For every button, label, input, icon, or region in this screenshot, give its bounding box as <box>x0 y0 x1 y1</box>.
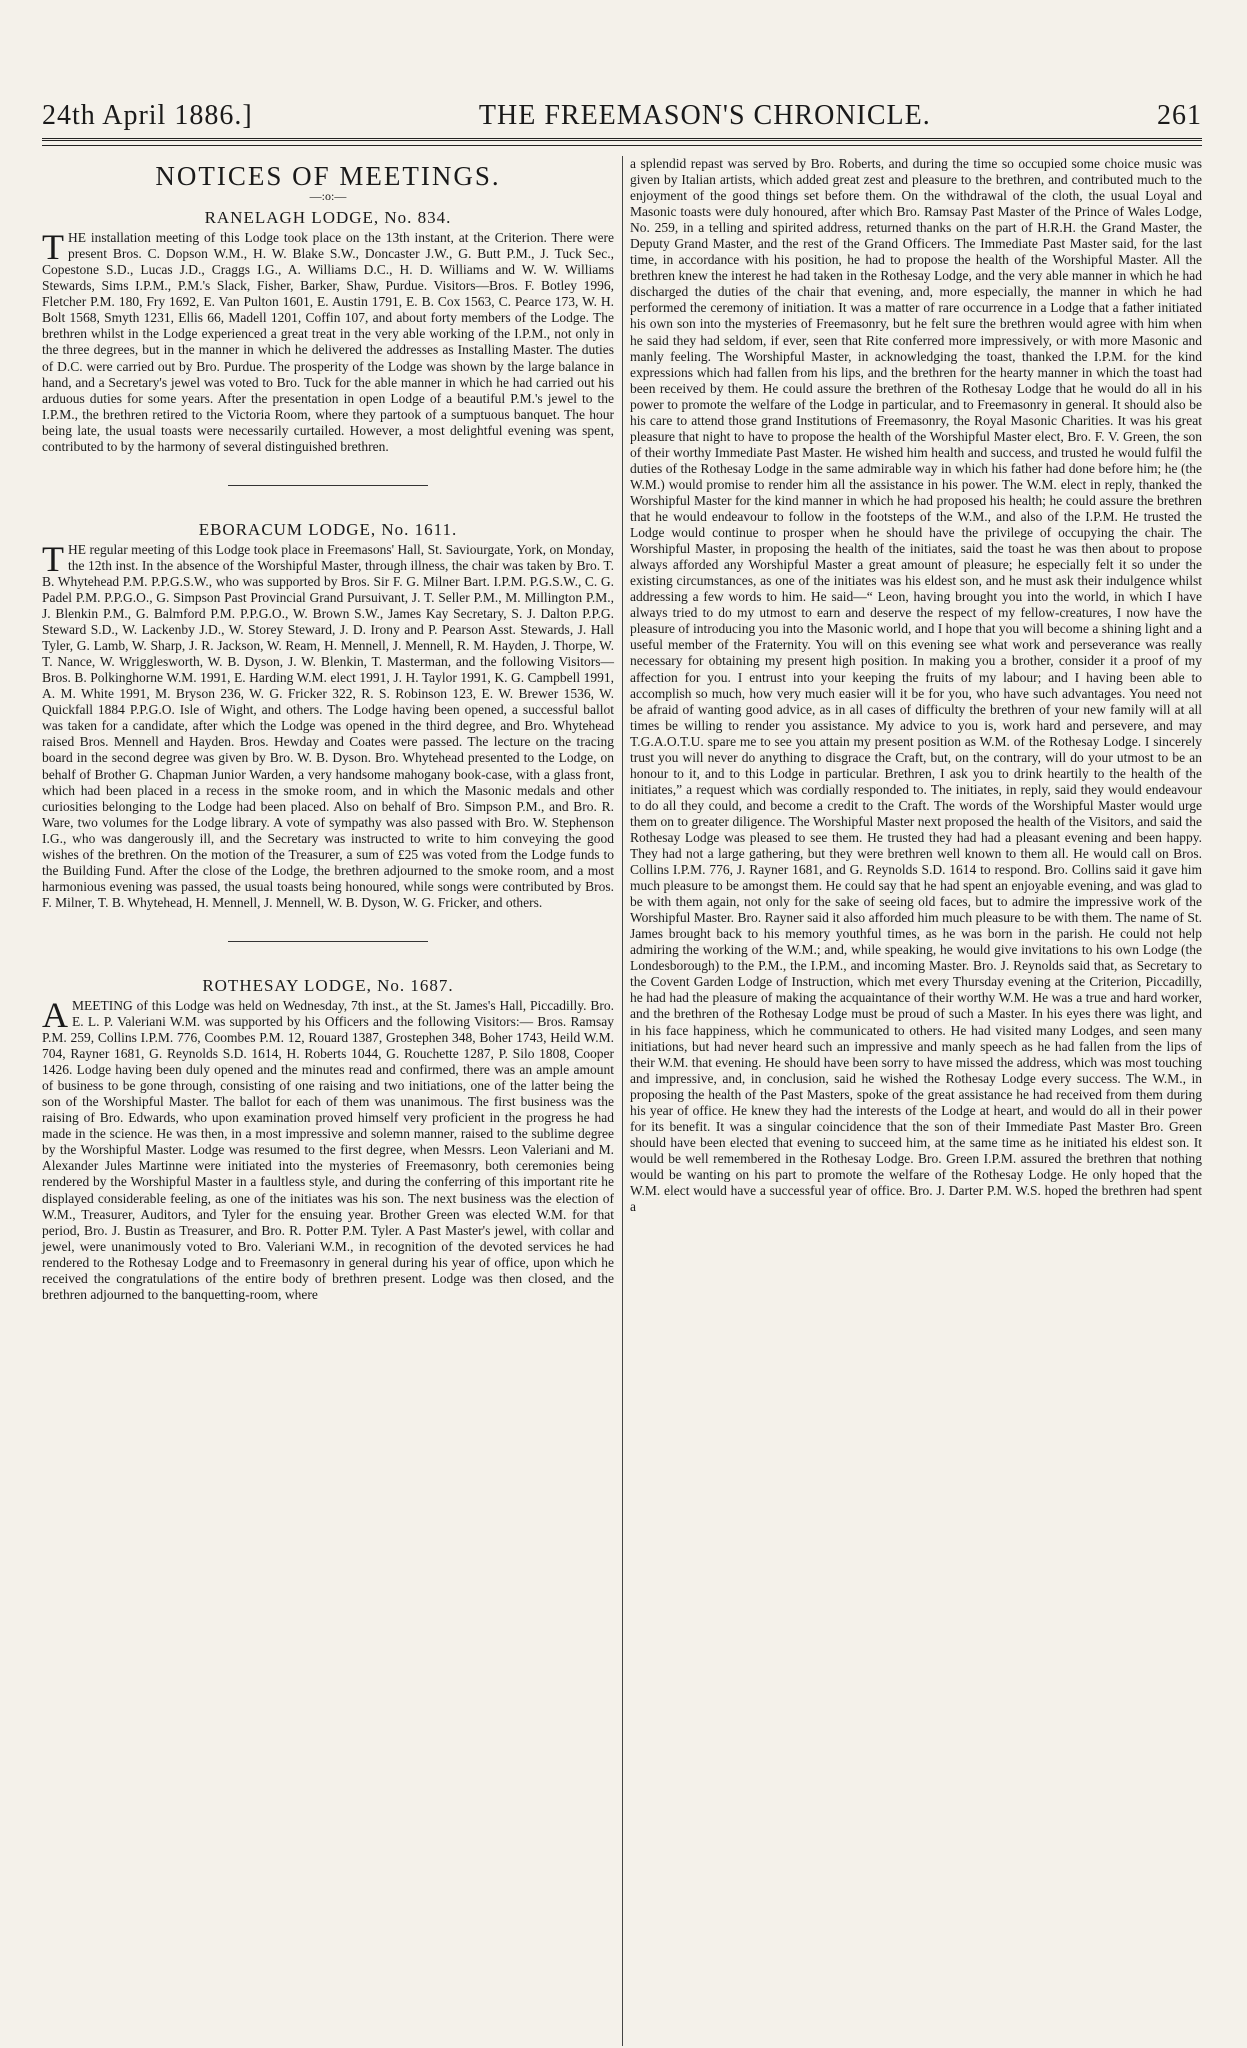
rothesay-text: MEETING of this Lodge was held on Wednesday, 7th inst., at the St. James's Hall, Piccadilly. Bro. E. L. P. Valeriani W.M. was supported by his Officers and the following Visitors:— Bros. Ramsay P.M. 259, Collins I.P.M. 776, Coombes P.M. 12, Rouard 1387, Grostephen 348, Boher 1743, Heild W.M. 704, Rayner 1681, G. Reynolds S.D. 1614, H. Roberts 1044, G. Rouchette 1287, P. Silo 1808, Cooper 1426. Lodge having been duly opened and the minutes read and confirmed, there was an ample amount of business to be gone through, consisting of one raising and two initiations, one of the latter being the son of the Worshipful Master. The ballot for each of them was unanimous. The first business was the raising of Bro. Edwards, who upon examination proved himself very proficient in the progress he had made in the science. He was then, in a most impressive and solemn manner, raised to the sublime degree by the Worshipful Master. Lodge was resumed to the first degree, when Messrs. Leon Valeriani and M. Alexander Jules Martinne were initiated into the mysteries of Freemasonry, both ceremonies being rendered by the Worshipful Master in a faultless style, and during the conferring of this important rite he displayed considerable feeling, as one of the initiates was his son. The next business was the election of W.M., Treasurer, Auditors, and Tyler for the ensuing year. Brother Green was elected W.M. for that period, Bro. J. Bustin as Treasurer, and Bro. R. Potter P.M. Tyler. A Past Master's jewel, with collar and jewel, were unanimously voted to Bro. Valeriani W.M., in recognition of the devoted services he had rendered to the Rothesay Lodge and to Freemasonry in general during his year of office, upon which he received the congratulations of the entire body of brethren present. Lodge was then closed, and the brethren adjourned to the banquetting-room, where <box>42 997 614 1302</box>
eboracum-heading: EBORACUM LODGE, No. 1611. <box>198 519 458 539</box>
rothesay-article <box>42 994 614 1303</box>
issue-date: 24th April 1886.] <box>42 100 253 131</box>
rothesay-heading: ROTHESAY LODGE, No. 1687. <box>202 975 454 995</box>
ranelagh-text: HE installation meeting of this Lodge took place on the 13th instant, at the Criterion. There were present Bros. C. Dopson W.M., H. W. Blake S.W., Doncaster J.W., G. Butt P.M., J. Tuck Sec., Copestone S.D., Lucas J.D., Craggs I.G., A. Williams D.C., H. D. Williams and W. W. Williams Stewards, Sims I.P.M., P.M.'s Slack, Fisher, Barker, Shaw, Purdue. Visitors—Bros. F. Botley 1996, Fletcher P.M. 180, Fry 1692, E. Van Pulton 1601, E. Austin 1791, E. B. Cox 1563, C. Pearce 173, W. H. Bolt 1568, Smyth 1231, Ellis 66, Madell 1201, Coffin 107, and about forty members of the Lodge. The brethren whilst in the Lodge experienced a great treat in the very able working of the I.P.M., not only in the three degrees, but in the manner in which he delivered the addresses as Installing Master. The duties of D.C. were carried out by Bro. Purdue. The prosperity of the Lodge was shown by the large balance in hand, and a Secretary's jewel was voted to Bro. Tuck for the able manner in which he had carried out his arduous duties for some years. After the presentation in open Lodge of a beautiful P.M.'s jewel to the I.P.M., the brethren retired to the Victoria Room, where they partook of a sumptuous banquet. The hour being late, the usual toasts were necessarily curtailed. However, a most delightful evening was spent, contributed to by the harmony of several distinguished brethren. <box>42 230 614 454</box>
rothesay-continued-text: a splendid repast was served by Bro. Roberts, and during the time so occupied some choice music was given by Italian artists, which added great zest and pleasure to the brethren, and contributed much to the enjoyment of the good things set before them. On the withdrawal of the cloth, the usual Loyal and Masonic toasts were duly honoured, after which Bro. Ramsay Past Master of the Prince of Wales Lodge, No. 259, in a telling and spirited address, returned thanks on the part of H.R.H. the Grand Master, the Deputy Grand Master, and the rest of the Grand Officers. The Immediate Past Master said, for the last time, in accordance with his position, he had to propose the health of the Worshipful Master. All the brethren knew the interest he had taken in the Rothesay Lodge, and the very able manner in which he had discharged the duties of the chair that evening, and, more especially, the manner in which he had performed the ceremony of initiation. It was a matter of rare occurrence in a Lodge that a father initiated his own son into the mysteries of Freemasonry, but he felt sure the brethren would agree with him when he said they had seldom, if ever, seen that Rite conferred more impressively, or with more Masonic and manly feeling. The Worshipful Master, in acknowledging the toast, thanked the I.P.M. for the kind expressions which had fallen from his lips, and the brethren for the hearty manner in which the toast had been received by them. He could assure the brethren of the Rothesay Lodge that he would do all in his power to promote the welfare of the Lodge in particular, and to Freemasonry in general. It should also be his care to attend those grand Institutions of Freemasonry, the Royal Masonic Charities. It was his great pleasure that night to have to propose the health of the Worshipful Master elect, Bro. F. V. Green, the son of their worthy Immediate Past Master. He wished him health and success, and trusted he would fulfil the duties of the Rothesay Lodge in the same admirable way in which his father had done before him; he (the W.M.) would promise to render him all the assistance in his power. The W.M. elect in reply, thanked the Worshipful Master for the kind manner in which he had proposed his health; he could assure the brethren that he would endeavour to follow in the footsteps of the W.M., and also of the I.P.M. He trusted the Lodge would continue to prosper when he should have the privilege of occupying the chair. The Worshipful Master, in proposing the health of the initiates, said the toast he was then about to propose always afforded any Worshipful Master a great amount of pleasure; he especially felt it so under the existing circumstances, as one of the initiates was his eldest son, and he must ask their indulgence whilst addressing a few words to him. He said—“ Leon, having brought you into the world, in which I have always tried to do my utmost to earn and deserve the respect of my fellow-creatures, I now have the pleasure of introducing you into the Masonic world, and I hope that you will become a shining light and a useful member of the Fraternity. You will on this evening see what work and perseverance was really necessary for obtaining my present high position. In making you a brother, consider it a proof of my affection for you. I entrust into your keeping the fruits of my labour; and I having been able to accomplish so much, how very much easier will it be for you, who have such advantages. You need not be afraid of wanting good advice, as in all cases of difficulty the brethren of your new family will at all times be willing to render you assistance. My advice to you is, work hard and persevere, and may T.G.A.O.T.U. spare me to see you attain my present position as W.M. of the Rothesay Lodge. I sincerely trust you will never do anything to disgrace the Craft, but, on the contrary, will do your utmost to be an honour to it, and to this Lodge in particular. Brethren, I ask you to drink heartily to the health of the initiates,” a request which was cordially responded to. The initiates, in reply, said they would endeavour to do all they could, and become a credit to the Craft. The words of the Worshipful Master would urge them on to greater diligence. The Worshipful Master next proposed the health of the Visitors, and said the Rothesay Lodge was pleased to see them. He trusted they had had a pleasant evening and been happy. They had not a large gathering, but they were brethren well known to them all. He would call on Bros. Collins I.P.M. 776, J. Rayner 1681, and G. Reynolds S.D. 1614 to respond. Bro. Collins said it gave him much pleasure to be amongst them. He could say that he had spent an enjoyable evening, and was glad to be with them again, not only for the sake of seeing old faces, but to admire the impressive work of the Worshipful Master. Bro. Rayner said it also afforded him much pleasure to be with them. The name of St. James brought back to his memory youthful times, as he was born in the parish. He could not help admiring the working of the W.M.; and, while speaking, he would give invitations to his own Lodge (the Londesborough) to the P.M., the I.P.M., and incoming Master. Bro. J. Reynolds said that, as Secretary to the Covent Garden Lodge of Instruction, which met every Thursday evening at the Criterion, Piccadilly, he had had the pleasure of making the acquaintance of their worthy W.M. He was a true and hard worker, and the brethren of the Rothesay Lodge must be proud of such a Master. In his eyes there was light, and in his face happiness, which he communicated to others. He had visited many Lodges, and seen many initiations, but had never heard such an impressive and manly speech as he had fallen from the lips of their W.M. that evening. He should have been sorry to have missed the address, which was most touching and impressive, and, in conclusion, said he wished the Rothesay Lodge every success. The W.M., in proposing the health of the Past Masters, spoke of the great assistance he had received from them during his year of office. He knew they had the interests of the Lodge at heart, and would do all in their power for its benefit. It was a singular coincidence that the son of their Immediate Past Master Bro. Green should have been elected that evening to succeed him, at the same time as he initiated his eldest son. It would be well remembered in the Rothesay Lodge. Bro. Green I.P.M. assured the brethren that nothing would be wanting on his part to promote the welfare of the Rothesay Lodge. He only hoped that the W.M. elect would have a successful year of office. Bro. J. Darter P.M. W.S. hoped the brethren had spent a <box>630 156 1202 1215</box>
article-divider <box>228 941 428 942</box>
ranelagh-heading: RANELAGH LODGE, No. 834. <box>204 208 452 228</box>
page-number: 261 <box>1157 100 1202 131</box>
rothesay-dropcap: A <box>42 994 68 1035</box>
column-divider <box>622 156 623 2046</box>
section-title: NOTICES OF MEETINGS. <box>155 161 501 191</box>
right-column <box>630 156 1202 1215</box>
ranelagh-article <box>42 227 614 455</box>
eboracum-article <box>42 538 614 911</box>
ranelagh-dropcap: T <box>42 227 64 268</box>
header-rule <box>42 138 1202 146</box>
left-column <box>42 156 614 1303</box>
article-divider <box>228 485 428 486</box>
section-separator: —:o:— <box>309 189 347 204</box>
page-header <box>42 92 1202 132</box>
eboracum-text: HE regular meeting of this Lodge took place in Freemasons' Hall, St. Saviourgate, York, on Monday, the 12th inst. In the absence of the Worshipful Master, through illness, the chair was taken by Bro. T. B. Whytehead P.M. P.P.G.S.W., who was supported by Bros. Sir F. G. Milner Bart. I.P.M. P.G.S.W., C. G. Padel P.M. P.P.G.O., G. Simpson Past Provincial Grand Pursuivant, J. T. Seller P.M., M. Millington P.M., J. Blenkin P.M., G. Balmford P.M. P.P.G.O., W. Brown S.W., James Kay Secretary, S. J. Dalton P.P.G. Steward S.D., W. Lackenby J.D., W. Storey Steward, J. D. Irony and P. Pearson Asst. Stewards, J. Hall Tyler, G. Lamb, W. Sharp, J. R. Jackson, W. Ream, H. Mennell, J. Mennell, R. M. Hayden, J. Thorpe, W. T. Nance, W. Wrigglesworth, W. B. Dyson, J. W. Blenkin, T. Masterman, and the following Visitors—Bros. B. Polkinghorne W.M. 1991, E. Harding W.M. elect 1991, J. H. Taylor 1991, K. G. Campbell 1991, A. M. White 1991, M. Bryson 236, W. G. Fricker 322, R. S. Robinson 123, E. W. Brewer 1536, W. Quickfall 1884 P.P.G.O. Isle of Wight, and others. The Lodge having been opened, a successful ballot was taken for a candidate, after which the Lodge was opened in the third degree, and Bro. Whytehead raised Bros. Mennell and Hayden. Bros. Hewday and Coates were passed. The lecture on the tracing board in the second degree was given by Bro. W. B. Dyson. Bro. Whytehead presented to the Lodge, on behalf of Brother G. Chapman Junior Warden, a very handsome mahogany book-case, with a glass front, which had been placed in a recess in the smoke room, and in which the Masonic medals and other curiosities belonging to the Lodge had been placed. Also on behalf of Bro. Simpson P.M., and Bro. R. Ware, two volumes for the Lodge library. A vote of sympathy was also passed with Bro. W. Stephenson I.G., who was dangerously ill, and the Secretary was instructed to write to him conveying the good wishes of the brethren. On the motion of the Treasurer, a sum of £25 was voted from the Lodge funds to the Building Fund. After the close of the Lodge, the brethren adjourned to the smoke room, and a most harmonious evening was passed, the usual toasts being honoured, while songs were contributed by Bros. F. Milner, T. B. Whytehead, H. Mennell, J. Mennell, W. B. Dyson, W. G. Fricker, and others. <box>42 541 614 910</box>
publication-title: THE FREEMASON'S CHRONICLE. <box>478 100 931 131</box>
eboracum-dropcap: T <box>42 538 64 579</box>
